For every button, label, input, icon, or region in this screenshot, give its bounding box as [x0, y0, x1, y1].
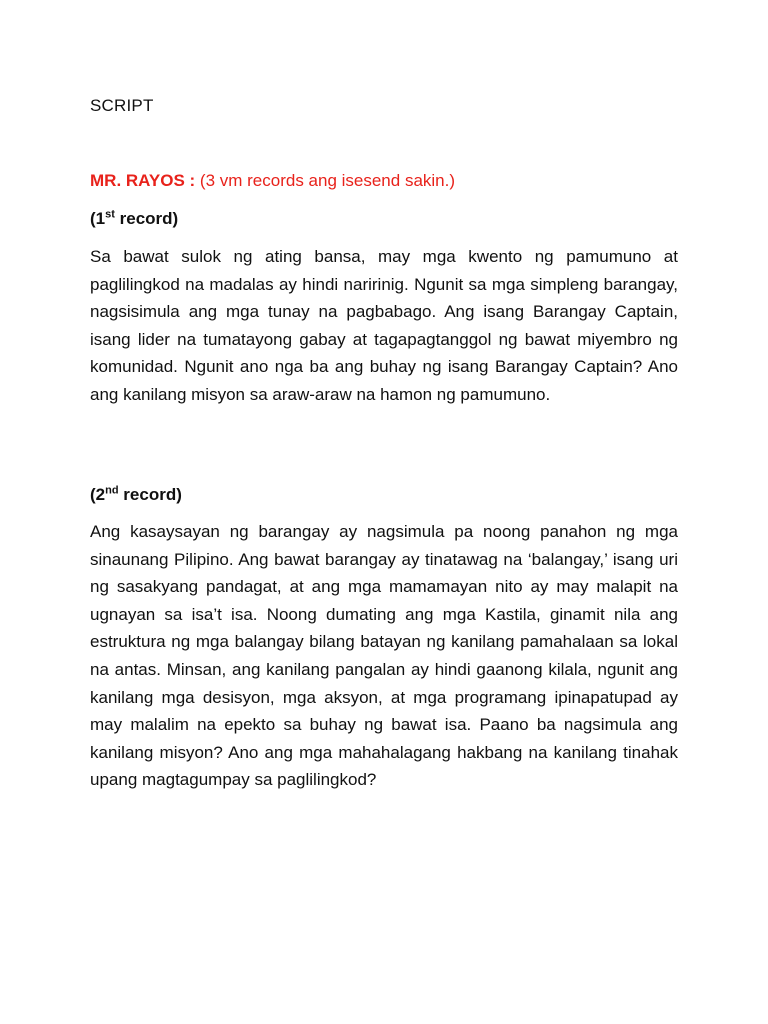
record-2-heading-close: record)	[118, 485, 182, 504]
speaker-note: (3 vm records ang isesend sakin.)	[199, 171, 456, 190]
document-title: SCRIPT	[90, 96, 154, 115]
record-1-heading	[90, 209, 178, 229]
speaker-line	[90, 171, 455, 191]
record-1-heading-close: record)	[114, 209, 179, 228]
record-1-body: Sa bawat sulok ng ating bansa, may mga kwento ng pamumuno at paglilingkod na madalas ay hindi naririnig. Ngunit sa mga simpleng barangay, nagsisimula ang mga tunay na pagbabago. Ang isang Barangay Captain, isang lider na tumatayong gabay at tagapagtanggol ng bawat miyembro ng komunidad. Ngunit ano nga ba ang buhay ng isang Barangay Captain? Ano ang kanilang misyon sa araw-araw na hamon ng pamumuno.	[90, 247, 678, 404]
record-1-heading-sup: st	[105, 208, 115, 221]
record-2-body: Ang kasaysayan ng barangay ay nagsimula pa noong panahon ng mga sinaunang Pilipino. Ang bawat barangay ay tinatawag na ‘balangay,’ isang uri ng sasakyang pandagat, at ang mga mamamayan nito ay may malapit na ugnayan sa isa’t isa. Noong dumating ang mga Kastila, ginamit nila ang estruktura ng mga balangay bilang batayan ng kanilang pamahalaan sa lokal na antas. Minsan, ang kanilang pangalan ay hindi gaanong kilala, ngunit ang kanilang mga desisyon, mga aksyon, at mga programang ipinapatupad ay may malalim na epekto sa buhay ng bawat isa. Paano ba nagsimula ang kanilang misyon? Ano ang mga mahahalagang hakbang na kanilang tinahak upang magtagumpay sa paglilingkod?	[90, 522, 678, 790]
document-page	[90, 0, 678, 1024]
record-2-heading	[90, 485, 182, 505]
speaker-name: MR. RAYOS :	[90, 171, 196, 190]
record-2-heading-sup: nd	[105, 484, 119, 497]
record-1-heading-open: (1	[90, 209, 106, 228]
record-2-heading-open: (2	[90, 485, 106, 504]
